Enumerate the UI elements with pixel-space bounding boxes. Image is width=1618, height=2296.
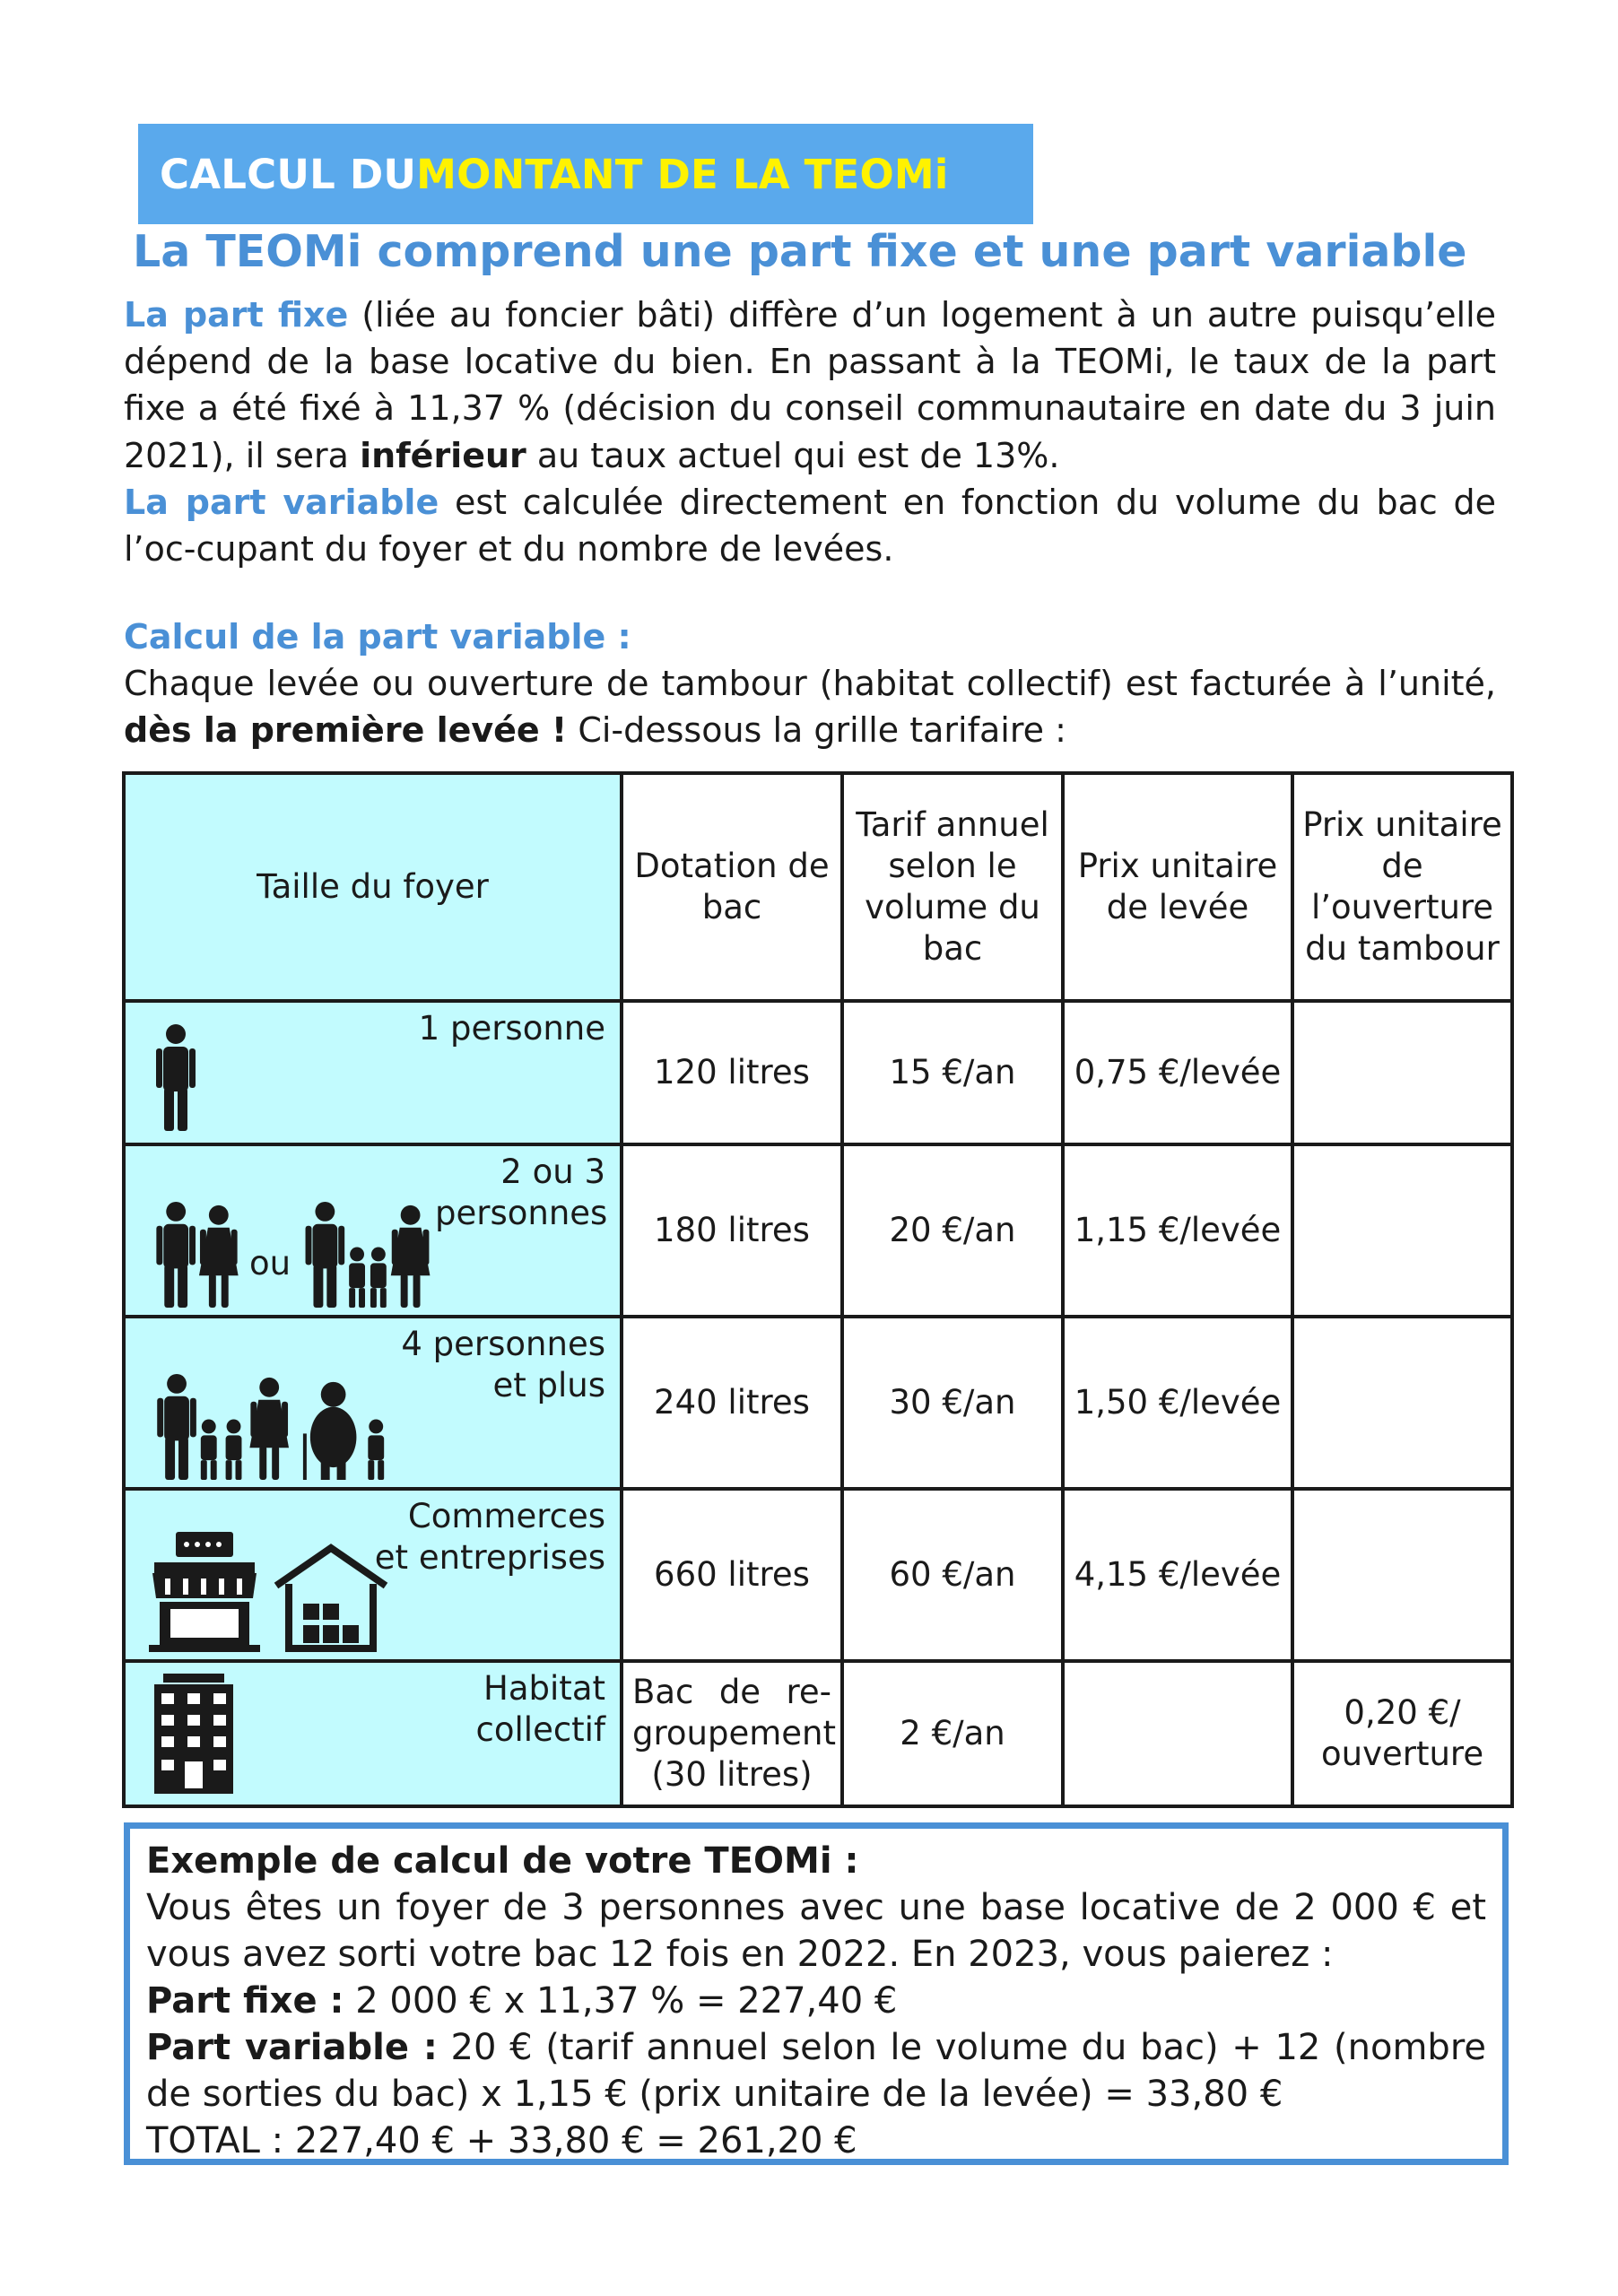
part-variable-label: La part variable xyxy=(124,482,439,522)
title-banner xyxy=(138,124,1033,224)
tarif-cell: 15 €/an xyxy=(842,1001,1063,1144)
row-foyer-cell xyxy=(124,1144,622,1317)
tambour-cell xyxy=(1292,1144,1512,1317)
example-title: Exemple de calcul de votre TEOMi : xyxy=(146,1840,859,1882)
example-total: TOTAL : 227,40 € + 33,80 € = 261,20 € xyxy=(146,2120,857,2161)
dotation-cell: 180 litres xyxy=(622,1144,842,1317)
tariff-table xyxy=(122,771,1514,1808)
family-icon xyxy=(298,1196,432,1308)
header-taille: Taille du foyer xyxy=(124,773,622,1001)
levee-cell: 4,15 €/levée xyxy=(1063,1489,1292,1661)
table-row xyxy=(124,1489,1512,1661)
example-box xyxy=(124,1822,1509,2165)
example-line: Vous êtes un foyer de 3 personnes avec une base locative de 2 000 € et vous avez sorti votre bac 12 fois en 2022. En 2023, vous paierez : xyxy=(146,1887,1486,1975)
header-prix-levee: Prix unitaire de levée xyxy=(1063,773,1292,1001)
header-dotation: Dotation de bac xyxy=(622,773,842,1001)
table-header-row xyxy=(124,773,1512,1001)
warehouse-icon xyxy=(273,1541,389,1652)
part-fixe-label: La part fixe xyxy=(124,295,349,335)
tambour-cell xyxy=(1292,1489,1512,1661)
calcul-heading: Calcul de la part variable : xyxy=(124,617,631,657)
title-part-1: CALCUL DU xyxy=(160,150,417,198)
shop-icon xyxy=(149,1532,260,1652)
dotation-cell: 660 litres xyxy=(622,1489,842,1661)
header-tarif: Tarif annuel selon le volume du bac xyxy=(842,773,1063,1001)
row-foyer-cell xyxy=(124,1001,622,1144)
row-foyer-cell xyxy=(124,1489,622,1661)
apartment-building-icon xyxy=(149,1674,239,1794)
header-prix-tambour: Prix unitaire de l’ouverture du tambour xyxy=(1292,773,1512,1001)
large-family-icon xyxy=(149,1369,436,1480)
foyer-label: 1 personne xyxy=(418,1009,605,1048)
example-variable: Part variable : 20 € (tarif annuel selon le volume du bac) + 12 (nombre de sorties du bac) x 1,15 € (prix unitaire de la levée) = 33,80 € xyxy=(146,2027,1486,2115)
section-subtitle: La TEOMi comprend une part fixe et une part variable xyxy=(133,226,1467,277)
dotation-cell: Bac de re-groupement (30 litres) xyxy=(622,1661,842,1806)
tambour-cell xyxy=(1292,1317,1512,1489)
tambour-cell xyxy=(1292,1001,1512,1144)
couple-icon xyxy=(149,1196,242,1308)
levee-cell: 0,75 €/levée xyxy=(1063,1001,1292,1144)
levee-cell: 1,15 €/levée xyxy=(1063,1144,1292,1317)
table-row xyxy=(124,1661,1512,1806)
foyer-label: 2 ou 3 personnes xyxy=(435,1152,608,1232)
dotation-cell: 240 litres xyxy=(622,1317,842,1489)
calcul-section: Calcul de la part variable : Chaque levée ou ouverture de tambour (habitat collectif) est facturée à l’unité, dès la première levée ! Ci-dessous la grille tarifaire : xyxy=(124,613,1496,754)
example-fixe: Part fixe : 2 000 € x 11,37 % = 227,40 € xyxy=(146,1980,898,2022)
or-label: ou xyxy=(249,1244,291,1283)
table-row xyxy=(124,1144,1512,1317)
levee-cell: 1,50 €/levée xyxy=(1063,1317,1292,1489)
title-part-2: MONTANT DE LA TEOMi xyxy=(416,150,949,198)
dotation-cell: 120 litres xyxy=(622,1001,842,1144)
tarif-cell: 30 €/an xyxy=(842,1317,1063,1489)
foyer-label: Commerces et entreprises xyxy=(374,1497,605,1577)
tarif-cell: 60 €/an xyxy=(842,1489,1063,1661)
person-icon xyxy=(149,1010,203,1135)
intro-paragraph: La part fixe (liée au foncier bâti) diffère d’un logement à un autre puisqu’elle dépend de la base locative du bien. En passant à la TEOMi, le taux de la part fixe a été fixé à 11,37 % (décision du conseil communautaire en date du 3 juin 2021), il sera inférieur au taux actuel qui est de 13%. La part variable est calculée directement en fonction du volume du bac de l’oc-cupant du foyer et du nombre de levées. xyxy=(124,295,1497,570)
tambour-cell: 0,20 €/ ouverture xyxy=(1292,1661,1512,1806)
table-row xyxy=(124,1317,1512,1489)
levee-cell xyxy=(1063,1661,1292,1806)
foyer-label: 4 personnes et plus xyxy=(401,1325,605,1405)
tarif-cell: 20 €/an xyxy=(842,1144,1063,1317)
table-row xyxy=(124,1001,1512,1144)
tarif-cell: 2 €/an xyxy=(842,1661,1063,1806)
row-foyer-cell xyxy=(124,1317,622,1489)
row-foyer-cell xyxy=(124,1661,622,1806)
foyer-label: Habitat collectif xyxy=(475,1669,605,1749)
